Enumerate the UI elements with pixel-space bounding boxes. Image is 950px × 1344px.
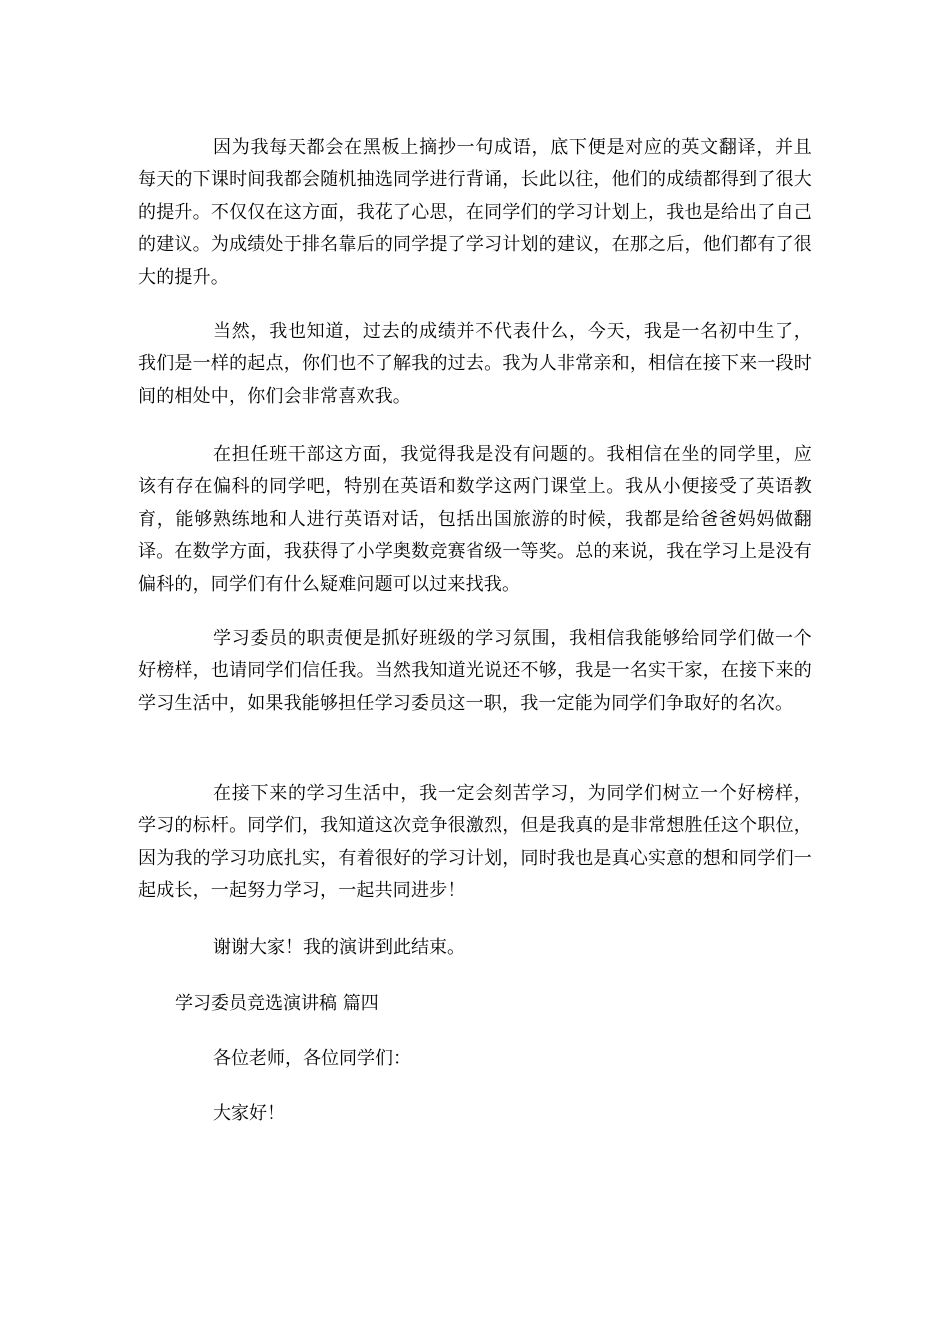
- greeting-line: 各位老师，各位同学们：: [213, 1048, 411, 1069]
- section-title: 学习委员竞选演讲稿 篇四: [175, 993, 379, 1014]
- paragraph-5: 在接下来的学习生活中，我一定会刻苦学习，为同学们树立一个好榜样，学习的标杆。同学们，我知道这次竞争很激烈，但是我真的是非常想胜任这个职位，因为我的学习功底扎实，有着很好的学习计划，同时我也是真心实意的想和同学们一起成长，一起努力学习，一起共同进步！: [138, 783, 812, 902]
- paragraph-3: 在担任班干部这方面，我觉得我是没有问题的。我相信在坐的同学里，应该有存在偏科的同学吧，特别在英语和数学这两门课堂上。我从小便接受了英语教育，能够熟练地和人进行英语对话，包括出国旅游的时候，我都是给爸爸妈妈做翻译。在数学方面，我获得了小学奥数竞赛省级一等奖。总的来说，我在学习上是没有偏科的，同学们有什么疑难问题可以过来找我。: [138, 444, 812, 595]
- paragraph-1: 因为我每天都会在黑板上摘抄一句成语，底下便是对应的英文翻译，并且每天的下课时间我都会随机抽选同学进行背诵，长此以往，他们的成绩都得到了很大的提升。不仅仅在这方面，我花了心思，在同学们的学习计划上，我也是给出了自己的建议。为成绩处于排名靠后的同学提了学习计划的建议，在那之后，他们都有了很大的提升。: [138, 137, 812, 288]
- closing-line: 谢谢大家！我的演讲到此结束。: [213, 937, 465, 958]
- paragraph-2: 当然，我也知道，过去的成绩并不代表什么，今天，我是一名初中生了，我们是一样的起点，你们也不了解我的过去。我为人非常亲和，相信在接下来一段时间的相处中，你们会非常喜欢我。: [138, 321, 812, 407]
- salutation-line: 大家好！: [213, 1103, 285, 1124]
- paragraph-4: 学习委员的职责便是抓好班级的学习氛围，我相信我能够给同学们做一个好榜样，也请同学们信任我。当然我知道光说还不够，我是一名实干家，在接下来的学习生活中，如果我能够担任学习委员这一职，我一定能为同学们争取好的名次。: [138, 628, 812, 714]
